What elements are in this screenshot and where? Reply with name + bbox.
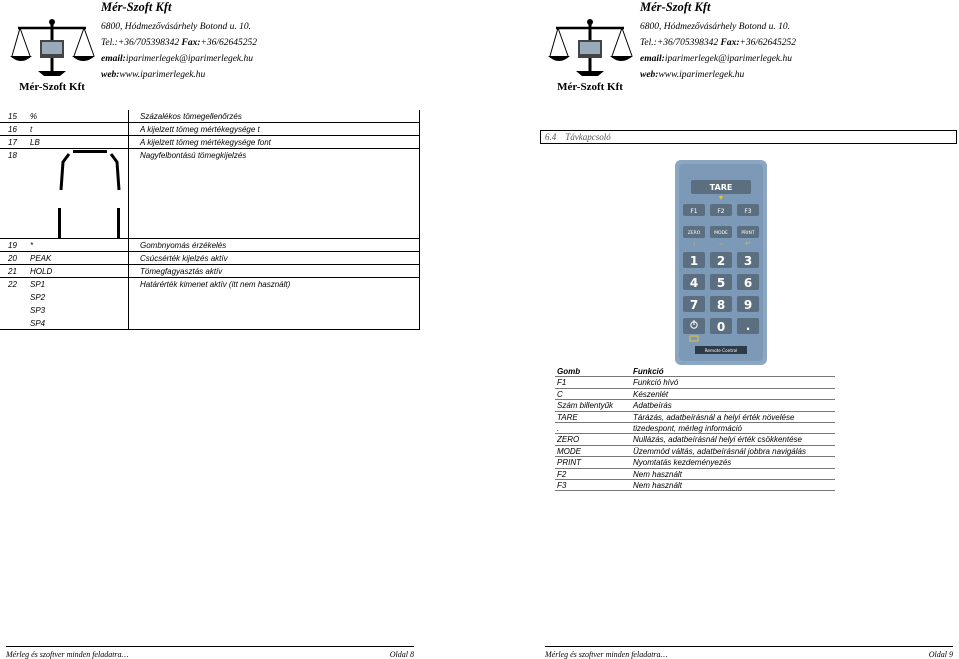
table-row: C Készenlét xyxy=(555,389,835,400)
table-row: Szám billentyűk Adatbeírás xyxy=(555,400,835,411)
f1-key: F1 xyxy=(690,208,698,215)
table-row: 20 PEAK Csúcsérték kijelzés aktív xyxy=(0,252,419,265)
footer-title: Mérleg és szoftver minden feladatra… xyxy=(6,650,129,659)
digit-6-key: 6 xyxy=(743,276,753,290)
table-row: F3 Nem használt xyxy=(555,480,835,491)
mode-key: MODE xyxy=(714,231,728,236)
company-address: 6800, Hódmezővásárhely Botond u. 10. xyxy=(640,22,790,32)
svg-text:→: → xyxy=(718,241,724,247)
section-heading: 6.4 Távkapcsoló xyxy=(540,130,957,144)
svg-text:↓: ↓ xyxy=(692,241,696,247)
page-8 xyxy=(0,0,479,659)
company-header xyxy=(101,0,257,83)
digit-4-key: 4 xyxy=(689,276,699,290)
remote-control-label: Remote Control xyxy=(704,348,738,353)
table-header: Gomb Funkció xyxy=(555,366,835,377)
digit-5-key: 5 xyxy=(716,276,726,290)
footer-title: Mérleg és szoftver minden feladatra… xyxy=(545,650,668,659)
f2-key: F2 xyxy=(717,208,725,215)
svg-text:Mér-Szoft Kft: Mér-Szoft Kft xyxy=(557,81,623,93)
print-key: PRINT xyxy=(741,231,755,236)
table-row: 22 SP1 Határérték kimenet aktív (itt nem használt) xyxy=(8,280,291,289)
high-resolution-segment-icon xyxy=(55,150,125,238)
digit-2-key: 2 xyxy=(716,254,726,268)
remote-control-image xyxy=(675,160,767,365)
table-row: 19 * Gombnyomás érzékelés xyxy=(0,239,419,252)
table-row: TARE Tárázás, adatbeírásnál a helyi érték növelése xyxy=(555,412,835,423)
table-row: 18 Nagyfelbontású tömegkijelzés xyxy=(0,149,419,239)
scale-logo-icon xyxy=(548,16,633,94)
table-row: SP4 xyxy=(0,317,419,330)
digit-8-key: 8 xyxy=(716,298,726,312)
tare-key: TARE xyxy=(709,183,733,192)
digit-1-key: 1 xyxy=(689,254,699,268)
table-row: 21 HOLD Tömegfagyasztás aktív xyxy=(0,265,419,278)
table-row: SP3 xyxy=(30,306,46,315)
company-email: email:iparimerlegek@iparimerlegek.hu xyxy=(101,54,254,64)
table-row: PRINT Nyomtatás kezdeményezés xyxy=(555,457,835,468)
scale-logo-icon xyxy=(10,16,95,94)
table-row: F2 Nem használt xyxy=(555,469,835,480)
table-row: 16 t A kijelzett tömeg mértékegysége t xyxy=(0,123,419,136)
zero-key: ZERO xyxy=(687,231,701,236)
page-footer xyxy=(6,646,414,659)
table-row: MODE Üzemmód váltás, adatbeírásnál jobbra navigálás xyxy=(555,446,835,457)
company-name: Mér-Szoft Kft xyxy=(101,0,172,14)
digit-0-key: 0 xyxy=(716,320,726,334)
svg-text:↵: ↵ xyxy=(745,241,751,247)
svg-text:Mér-Szoft Kft: Mér-Szoft Kft xyxy=(19,81,85,93)
display-symbol-table xyxy=(0,110,420,330)
table-row: 15 % Százalékos tömegellenőrzés xyxy=(0,110,419,123)
page-9 xyxy=(480,0,959,659)
digit-9-key: 9 xyxy=(743,298,753,312)
table-row: SP2 xyxy=(30,293,46,302)
table-row: 17 LB A kijelzett tömeg mértékegysége font xyxy=(0,136,419,149)
company-header xyxy=(640,0,796,83)
table-row: F1 Funkció hívó xyxy=(555,377,835,388)
key-function-table xyxy=(555,366,835,491)
company-address: 6800, Hódmezővásárhely Botond u. 10. xyxy=(101,22,251,32)
footer-page-number: Oldal 9 xyxy=(928,650,953,659)
company-web: web:www.iparimerlegek.hu xyxy=(101,70,206,80)
company-name: Mér-Szoft Kft xyxy=(640,0,711,14)
digit-7-key: 7 xyxy=(689,298,699,312)
company-phone: Tel.:+36/705398342 Fax:+36/62645252 xyxy=(640,38,797,48)
company-web: web:www.iparimerlegek.hu xyxy=(640,70,745,80)
table-row: ZERO Nullázás, adatbeírásnál helyi érték csökkentése xyxy=(555,434,835,445)
f3-key: F3 xyxy=(744,208,752,215)
page-footer xyxy=(545,646,953,659)
decimal-point-key: . xyxy=(745,319,751,333)
table-row: . tizedespont, mérleg információ xyxy=(555,423,835,434)
footer-page-number: Oldal 8 xyxy=(389,650,414,659)
company-email: email:iparimerlegek@iparimerlegek.hu xyxy=(640,54,793,64)
digit-3-key: 3 xyxy=(743,254,753,268)
company-phone: Tel.:+36/705398342 Fax:+36/62645252 xyxy=(101,38,258,48)
